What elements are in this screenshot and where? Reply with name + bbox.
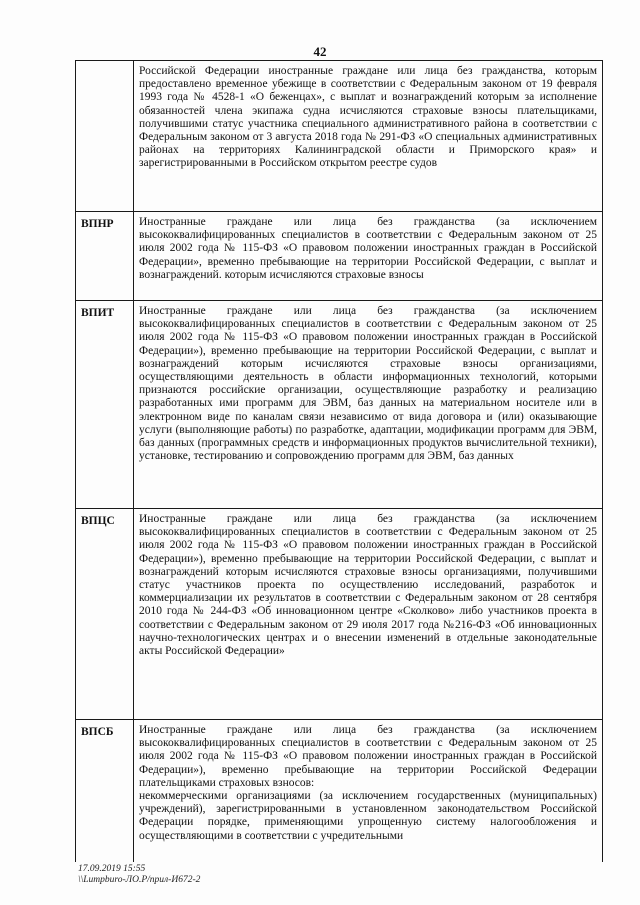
row-description-text: Российской Федерации иностранные граждане или лица без гражданства, которым предоставлено временное убежище в соответствии с Федеральным законом от 19 февраля 1993 года № 4528-1 «О беженцах», с выплат и вознаграждений которым за исполнение обязанностей члена экипажа судна исчисляются страховые взносы плательщиками, получившими статус участника специального административного района в соответствии с Федеральным законом от 3 августа 2018 года № 291-ФЗ «О специальных административных районах на территориях Калининградской области и Приморского края» и зарегистрированными в Российском открытом реестре судов bbox=[139, 65, 597, 170]
row-description-continuation: некоммерческими организациями (за исключением государственных (муниципальных) учреждений), зарегистрированными в установленном законодательством Российской Федерации порядке, применяющими упрощенную систему налогообложения и осуществляющими в соответствии с учредительными bbox=[139, 790, 597, 842]
table-row bbox=[76, 720, 603, 863]
row-code: ВПНР bbox=[76, 212, 134, 301]
row-description-text: Иностранные граждане или лица без гражданства (за исключением высококвалифицированных специалистов в соответствии с Федеральным законом от 25 июля 2002 года № 115-ФЗ «О правовом положении иностранных граждан в Российской Федерации», временно пребывающие на территории Российской Федерации, с выплат и вознаграждений. которым исчисляются страховые взносы bbox=[139, 216, 597, 281]
codes-table bbox=[75, 60, 603, 862]
row-code: ВПИТ bbox=[76, 301, 134, 509]
table-row bbox=[76, 61, 603, 212]
row-code: ВПСБ bbox=[76, 720, 134, 863]
row-description bbox=[134, 301, 603, 509]
row-description-text: Иностранные граждане или лица без гражданства (за исключением высококвалифицированных специалистов в соответствии с Федеральным законом от 25 июля 2002 года № 115-ФЗ «О правовом положении иностранных граждан в Российской Федерации»), временно пребывающие на территории Российской Федерации, с выплат и вознаграждений которым исчисляются страховые взносы организациями, получившими статус участников проекта по осуществлению исследований, разработок и коммерциализации их результатов в соответствии с Федеральным законом от 28 сентября 2010 года № 244-ФЗ «Об инновационном центре «Сколково» либо участников проекта в соответствии с Федеральным законом от 29 июля 2017 года №216-ФЗ «Об инновационных научно-технологических центрах и о внесении изменений в отдельные законодательные акты Российской Федерации» bbox=[139, 513, 597, 658]
row-code bbox=[76, 61, 134, 212]
table-row bbox=[76, 212, 603, 301]
row-description bbox=[134, 720, 603, 863]
footer-timestamp: 17.09.2019 15:55 bbox=[78, 864, 146, 874]
row-description bbox=[134, 61, 603, 212]
row-description bbox=[134, 509, 603, 720]
row-code: ВПЦС bbox=[76, 509, 134, 720]
footer-stamp bbox=[78, 864, 200, 886]
table-row bbox=[76, 301, 603, 509]
row-description-text: Иностранные граждане или лица без гражданства (за исключением высококвалифицированных специалистов в соответствии с Федеральным законом от 25 июля 2002 года № 115-ФЗ «О правовом положении иностранных граждан в Российской Федерации»), временно пребывающие на территории Российской Федерации, с выплат и вознаграждений которым исчисляются страховые взносы организациями, осуществляющими деятельность в области информационных технологий, которыми признаются российские организации, осуществляющие разработку и реализацию разработанных ими программ для ЭВМ, баз данных на материальном носителе или в электронном виде по каналам связи независимо от вида договора и (или) оказывающие услуги (выполняющие работы) по разработке, адаптации, модификации программ для ЭВМ, баз данных (программных средств и информационных продуктов вычислительной техники), установке, тестированию и сопровождению программ для ЭВМ, баз данных bbox=[139, 305, 597, 463]
page-number: 42 bbox=[313, 44, 327, 59]
footer-file-path: \\Lumpburo-ЛО.Р/прил-И672-2 bbox=[78, 875, 201, 885]
table-row bbox=[76, 509, 603, 720]
row-description bbox=[134, 212, 603, 301]
row-description-text: Иностранные граждане или лица без гражданства (за исключением высококвалифицированных специалистов в соответствии с Федеральным законом от 25 июля 2002 года № 115-ФЗ «О правовом положении иностранных граждан в Российской Федерации»), временно пребывающие на территории Российской Федерации плательщиками страховых взносов: bbox=[139, 724, 597, 789]
